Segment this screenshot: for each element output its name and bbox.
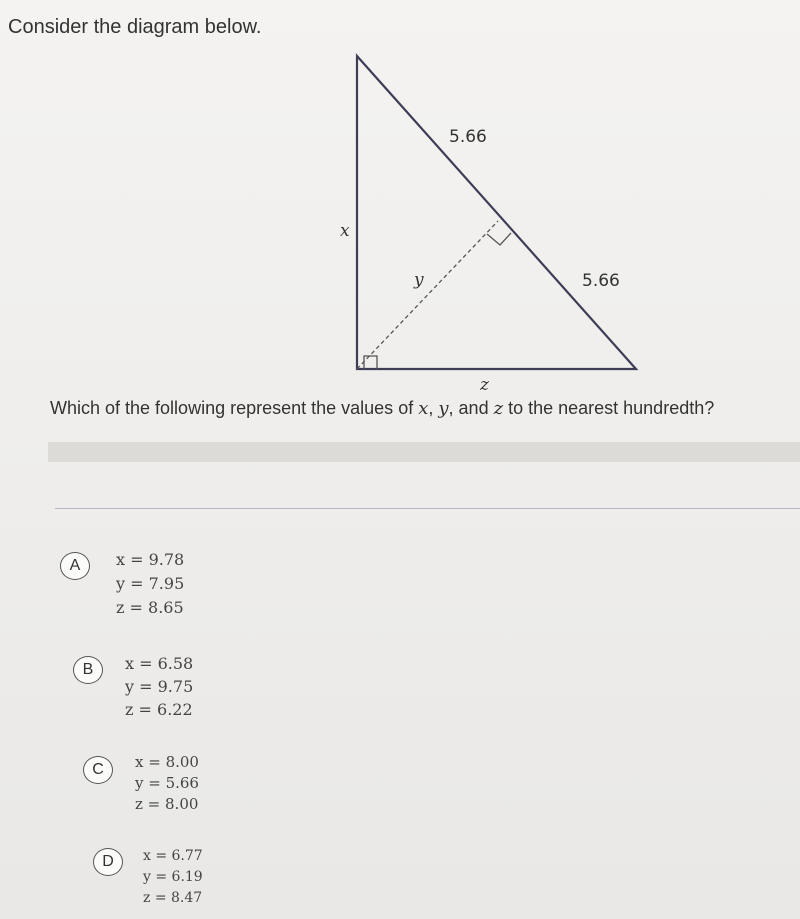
right-triangle	[357, 56, 636, 369]
choice-d[interactable]	[93, 846, 253, 910]
z-label: z	[480, 375, 489, 395]
altitude-y	[357, 221, 498, 369]
choice-c-z: z = 8.00	[135, 795, 199, 813]
question-pre: Which of the following represent the values of	[50, 398, 419, 418]
choice-a[interactable]	[60, 548, 220, 620]
choice-c-x: x = 8.00	[135, 753, 199, 771]
hyp-upper-label: 5.66	[449, 127, 487, 147]
divider	[55, 508, 800, 509]
right-angle-mark-altitude	[487, 233, 511, 245]
choice-b-z: z = 6.22	[125, 700, 193, 719]
question-text	[50, 398, 714, 419]
question-sep-1: ,	[428, 398, 439, 418]
question-var-y: y	[438, 398, 449, 419]
choice-a-z: z = 8.65	[116, 598, 184, 617]
x-label: x	[340, 221, 350, 241]
question-var-z: z	[493, 398, 504, 419]
choice-a-values	[116, 548, 184, 620]
prompt-text: Consider the diagram below.	[8, 16, 262, 38]
choice-c-y: y = 5.66	[135, 774, 199, 792]
hyp-lower-label: 5.66	[582, 271, 620, 291]
question-post: to the nearest hundredth?	[503, 398, 715, 418]
choice-a-radio[interactable]: A	[60, 552, 90, 580]
choice-a-x: x = 9.78	[116, 550, 185, 569]
choice-a-y: y = 7.95	[116, 574, 185, 593]
triangle-diagram	[0, 0, 800, 400]
choice-b-y: y = 9.75	[125, 677, 194, 696]
choice-c-radio[interactable]: C	[83, 756, 113, 784]
choice-b-radio[interactable]: B	[73, 656, 103, 684]
choice-d-y: y = 6.19	[143, 869, 203, 885]
choice-b-values	[125, 652, 193, 721]
right-angle-mark-bottom	[364, 356, 377, 369]
question-var-x: x	[418, 398, 429, 419]
question-sep-2: , and	[448, 398, 494, 418]
response-area	[48, 442, 800, 462]
choice-b[interactable]	[73, 652, 233, 724]
y-label: y	[414, 270, 424, 290]
choice-d-values	[143, 846, 203, 909]
choice-c[interactable]	[83, 752, 243, 818]
choice-d-x: x = 6.77	[143, 848, 203, 864]
choice-b-x: x = 6.58	[125, 654, 194, 673]
choice-d-z: z = 8.47	[143, 890, 203, 906]
choice-c-values	[135, 752, 199, 815]
choice-d-radio[interactable]: D	[93, 848, 123, 876]
